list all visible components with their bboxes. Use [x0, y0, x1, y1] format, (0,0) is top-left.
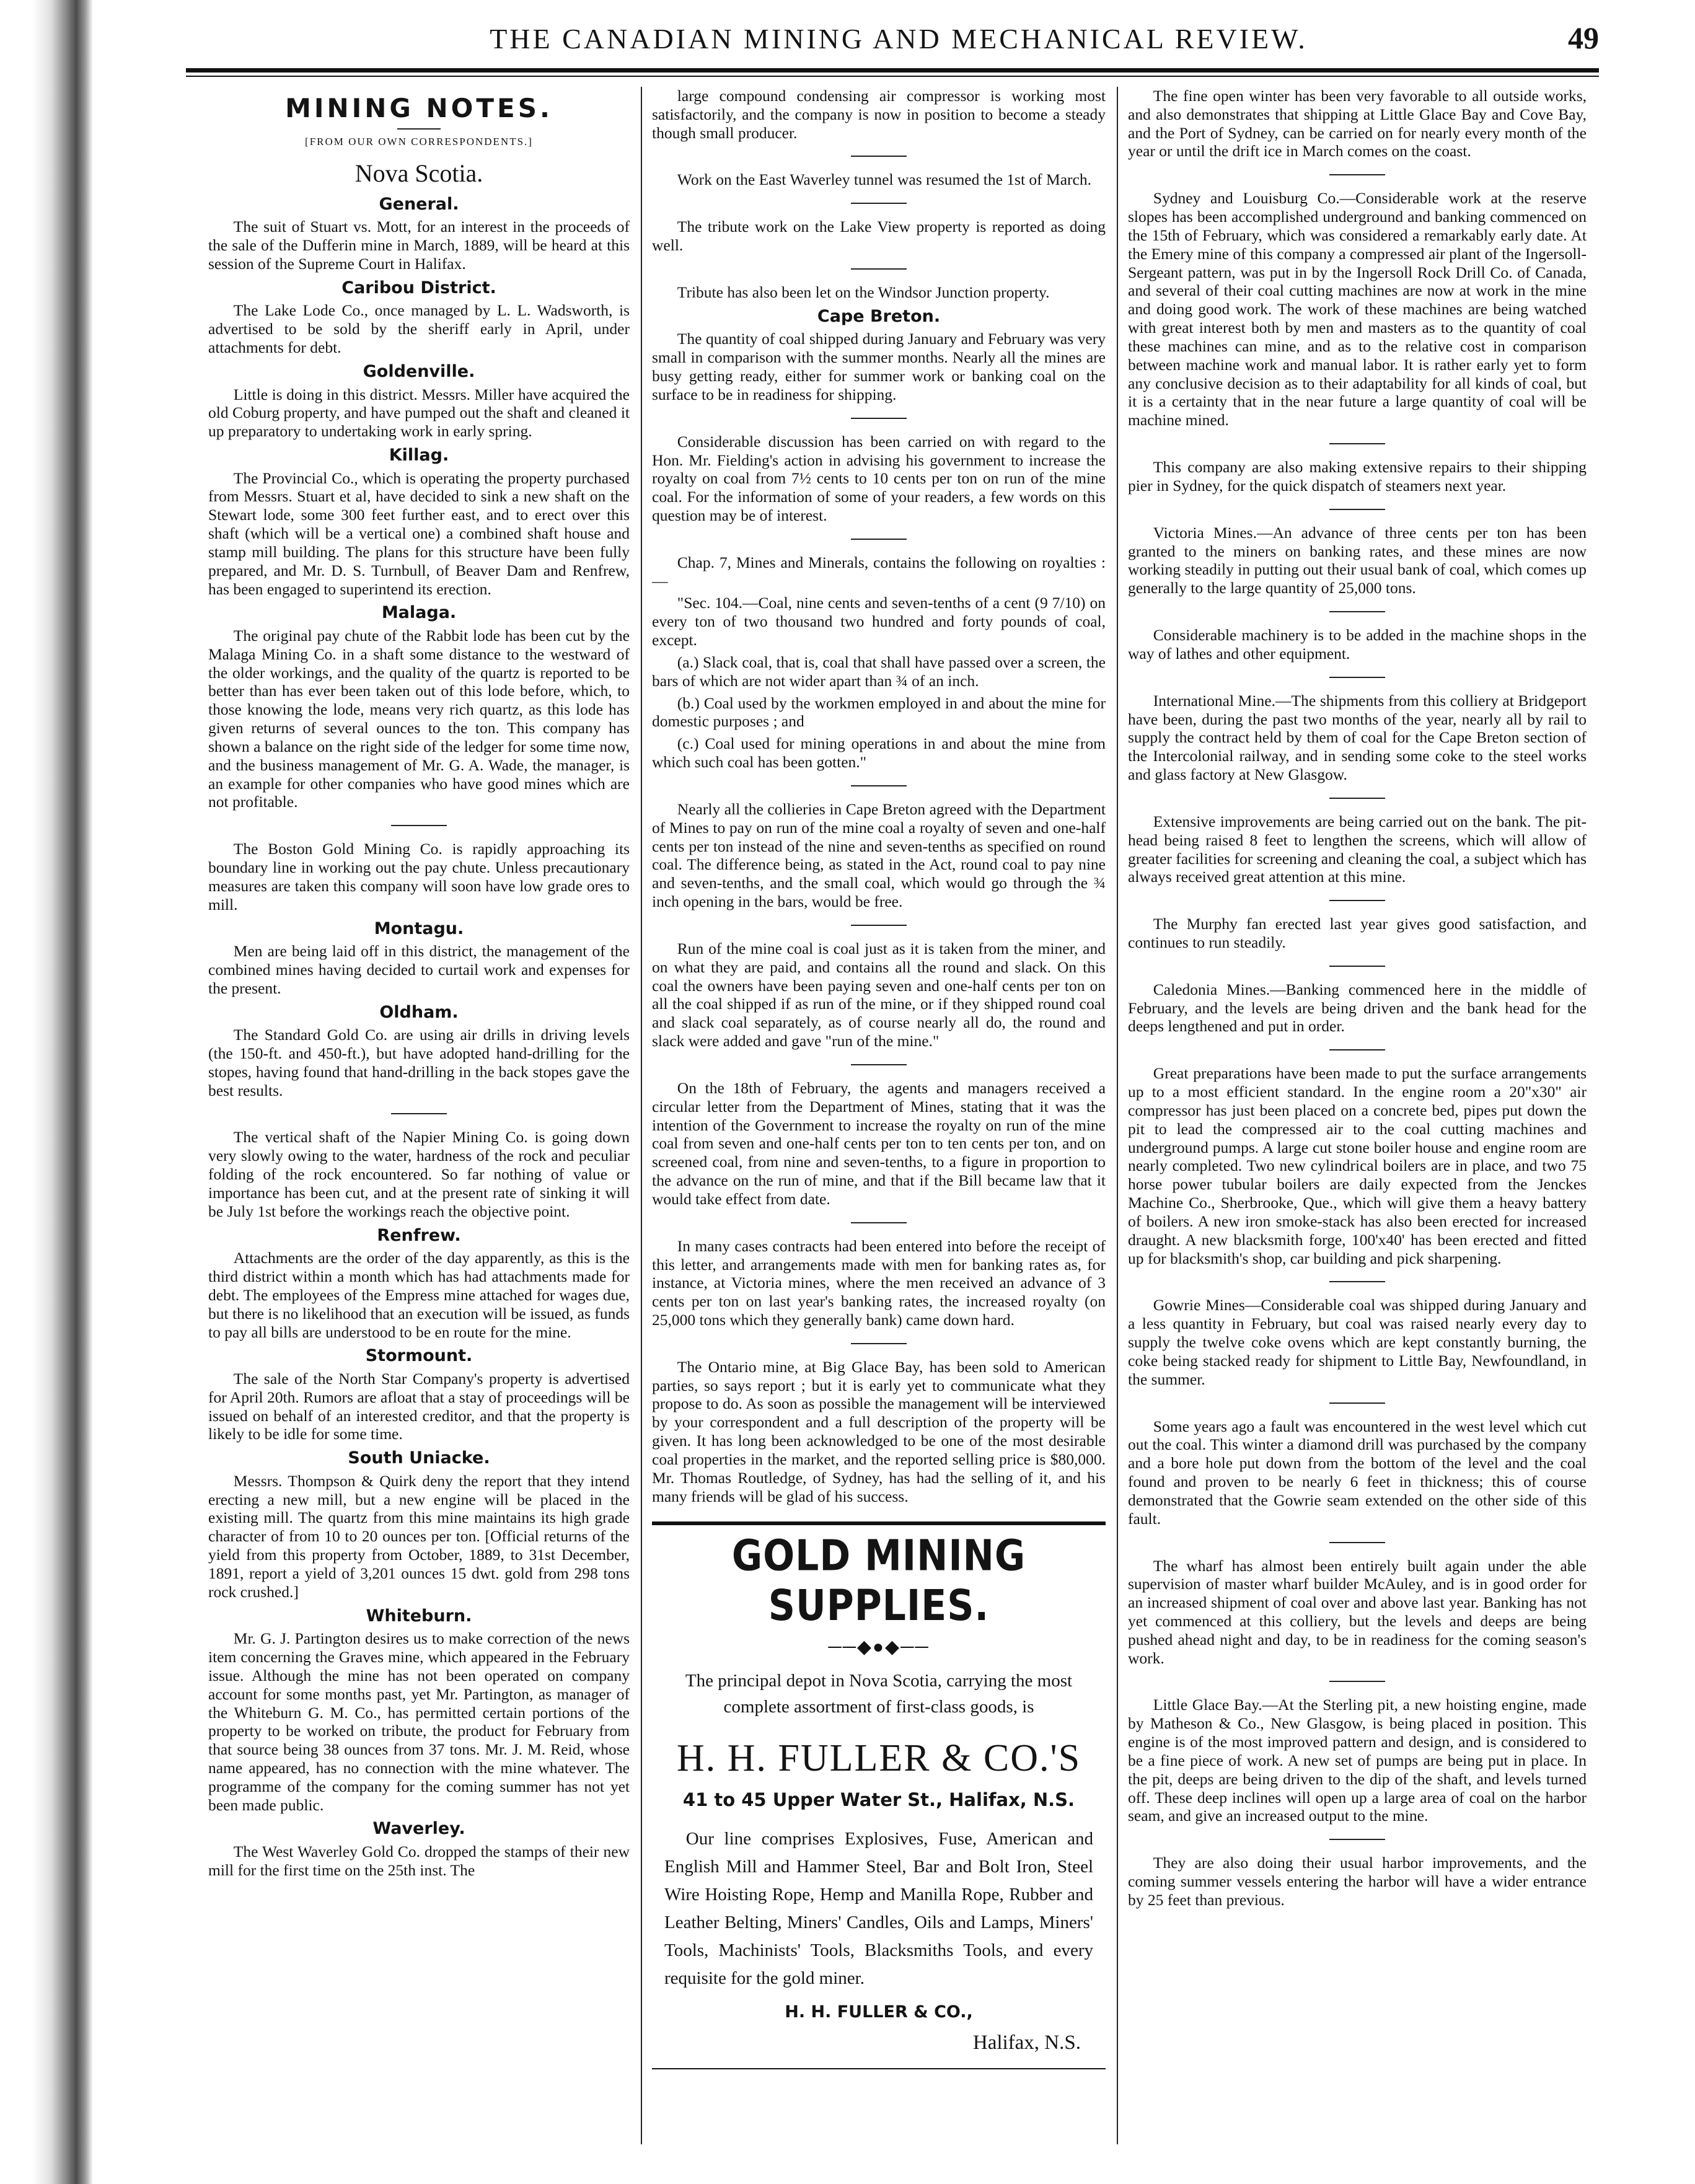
scan-binding-edge: [0, 0, 93, 2184]
paragraph: The fine open winter has been very favorable to all outside works, and also demonstrates that shipping at Little Glace Bay and Cove Bay, and the Port of Sydney, can be carried on for nearly every month of the year or until the drift ice in March comes on the coast.: [1128, 87, 1587, 161]
cape-breton-heading: Cape Breton.: [817, 306, 941, 326]
paragraph: Run of the mine coal is coal just as it is taken from the miner, and on what they are paid, and contains all the round and slack. On this coal the owners have been paying seven and one-half cents per ton on all the coal shipped if as run of the mine, or if they shipped round coal and slack coal separately, as of course nearly all do, the round and slack were added and gave "run of the mine.": [652, 939, 1106, 1050]
divider: [1329, 1839, 1385, 1840]
paragraph: Gowrie Mines—Considerable coal was shipped during January and a less quantity in February, but coal was raised nearly every day to supply the twelve coke ovens which are kept constantly burning, the coke being stacked ready for shipment to Little Bay, Newfoundland, in the summer.: [1128, 1296, 1587, 1388]
paragraph: Considerable machinery is to be added in the machine shops in the way of lathes and other equipment.: [1128, 626, 1587, 663]
divider: [851, 1222, 907, 1223]
page-number: 49: [1568, 20, 1599, 55]
paragraph: The Murphy fan erected last year gives good satisfaction, and continues to run steadily.: [1128, 915, 1587, 951]
paragraph: The sale of the North Star Company's property is advertised for April 20th. Rumors are afloat that a stay of proceedings will be issued on behalf of an interested creditor, and that the property is likely to be idle for some time.: [208, 1369, 630, 1443]
paragraph: The vertical shaft of the Napier Mining Co. is going down very slowly owing to the water, hardness of the rock and peculiar folding of the rock encountered. So far nothing of value or importance has been cut, and at the present rate of sinking it will be July 1st before the workings reach the objective point.: [208, 1128, 630, 1220]
divider: [1329, 611, 1385, 612]
paragraph: The suit of Stuart vs. Mott, for an interest in the proceeds of the sale of the Dufferin mine in March, 1889, will be heard at this session of the Supreme Court in Halifax.: [208, 218, 630, 273]
paragraph: The Provincial Co., which is operating the property purchased from Messrs. Stuart et al, have decided to sink a new shaft on the Stewart lode, some 300 feet further east, and to erect over this shaft (which will be a vertical one) a combined shaft house and stamp mill building. The plans for this structure have been fully prepared, and Mr. D. S. Turnbull, of Beaver Dam and Renfrew, has been engaged to superintend its erection.: [208, 469, 630, 598]
divider: [851, 268, 907, 270]
paragraph: Tribute has also been let on the Windsor Junction property.: [677, 283, 1050, 301]
section-source: [FROM OUR OWN CORRESPONDENTS.]: [305, 136, 533, 148]
paragraph: large compound condensing air compressor is working most satisfactorily, and the company is now in position to become a steady though small producer.: [652, 87, 1106, 142]
paragraph: In many cases contracts had been entered into before the receipt of this letter, and arrangements made with men for banking rates as, for instance, at Victoria mines, where the men received an advance of 3 cents per ton on last year's banking rates, the increased royalty (on 25,000 tons which they generally bank) came down hard.: [652, 1236, 1106, 1329]
district-heading: Montagu.: [374, 918, 464, 938]
paragraph: The Lake Lode Co., once managed by L. L. Wadsworth, is advertised to be sold by the sheriff early in April, under attachments for debt.: [208, 301, 630, 357]
paragraph: Little Glace Bay.—At the Sterling pit, a new hoisting engine, made by Matheson & Co., New Glasgow, is being placed in position. This engine is of the most improved pattern and design, and is considered to be a fine piece of work. A new set of pumps are being put in place. In the pit, deeps are being driven to the dip of the shaft, and levels turned off. These deep inclines will open up a large area of coal on the harbor seam, and give an increased output to the mine.: [1128, 1696, 1587, 1825]
divider: [1329, 798, 1385, 799]
paragraph: (c.) Coal used for mining operations in and about the mine from which such coal has been gotten.": [652, 734, 1106, 772]
ad-title: GOLD MINING SUPPLIES.: [731, 1531, 1026, 1632]
ad-company: H. H. FULLER & CO.'S: [676, 1737, 1081, 1779]
paragraph: Great preparations have been made to put the surface arrangements up to a most efficient standard. In the engine room a 20"x30" air compressor has just been placed on a concrete bed, pipes put down the pit to lead the compressed air to the coal cutting machines and underground pumps. A large cut stone boiler house and engine room are nearly completed. Two new cylindrical boilers are in place, and two 75 horse power tubular boilers are daily expected from the Jenckes Machine Co., Sherbrooke, Que., which will give them a heavy battery of boilers. A new iron smoke-stack has also been erected for increased draught. A new blacksmith forge, 100'x40' has been erected and fitted up for blacksmith's shop, car building and pick sharpening.: [1128, 1064, 1587, 1267]
paragraph: Little is doing in this district. Messrs. Miller have acquired the old Coburg property, and have pumped out the shaft and cleaned it up preparatory to undertaking work in early spring.: [208, 385, 630, 441]
paragraph: This company are also making extensive repairs to their shipping pier in Sydney, for the quick dispatch of steamers next year.: [1128, 458, 1587, 495]
divider: [397, 128, 441, 130]
district-heading: Renfrew.: [377, 1225, 461, 1245]
header-rule-thin: [186, 76, 1599, 77]
ad-city: Halifax, N.S.: [972, 2031, 1081, 2054]
divider: [851, 203, 907, 204]
paragraph: (a.) Slack coal, that is, coal that shall have passed over a screen, the bars of which are not wider apart than ¾ of an inch.: [652, 653, 1106, 690]
divider: [1329, 677, 1385, 678]
paragraph: Sydney and Louisburg Co.—Considerable work at the reserve slopes has been accomplished underground and banking commenced on the 15th of February, which was considered a remarkably early date. At the Emery mine of this company a compressed air plant of the Ingersoll-Sergeant pattern, was put in by the Ingersoll Rock Drill Co. of Canada, and several of their coal cutting machines are now at work in the mine and doing good work. The work of these machines are being watched with great interest both by men and masters as to the quantity of coal these machines can mine, and as to the relative cost in comparison between machine work and manual labor. It is rather early yet to form any conclusive decision as to their adaptability for all kinds of coal, but it is a certainty that in the near future a large quantity of coal will be machine mined.: [1128, 189, 1587, 429]
divider: [391, 1113, 447, 1114]
paragraph: Men are being laid off in this district, the management of the combined mines having decided to curtail work and expenses for the present.: [208, 942, 630, 997]
paragraph: The quantity of coal shipped during January and February was very small in comparison with the summer months. Nearly all the mines are busy getting ready, either for summer work or banking coal on the surface to be in readiness for shipping.: [652, 330, 1106, 403]
divider: [1329, 1281, 1385, 1282]
paragraph: Mr. G. J. Partington desires us to make correction of the news item concerning the Graves mine, which appeared in the February issue. Although the mine has not been operated on company account for some months past, yet Mr. Partington, as manager of the Whiteburn G. M. Co., has permitted certain portions of the property to be worked on tribute, the product for February from that source being 38 ounces from 37 tons. Mr. J. M. Reid, whose name appeared, has no connection with the mine whatever. The programme of the company for the coming summer has not yet been made public.: [208, 1629, 630, 1814]
district-heading: Caribou District.: [341, 278, 496, 297]
ad-address: 41 to 45 Upper Water St., Halifax, N.S.: [682, 1789, 1075, 1810]
paragraph: The original pay chute of the Rabbit lode has been cut by the Malaga Mining Co. in a shaft some distance to the westward of the older workings, and the quality of the quartz is reported to be better than has ever been taken out of this lode before, which, to those knowing the lode, means very rich quartz, as this lode has given returns of several ounces to the ton. This company has shown a balance on the right side of the ledger for some time now, and the business management of Mr. G. A. Wade, the manager, is an example for other companies who have good mines which are not profitable.: [208, 626, 630, 811]
paragraph: Attachments are the order of the day apparently, as this is the third district within a month which has had attachments made for debt. The employees of the Empress mine attached for wages due, but there is no likelihood that an execution will be issued, as funds to pay all bills are understood to be en route for the mine.: [208, 1249, 630, 1341]
paragraph: International Mine.—The shipments from this colliery at Bridgeport have been, during the past two months of the year, nearly all by rail to supply the contract held by them of coal for the Cape Breton section of the Intercolonial railway, and in sending some coke to the steel works and glass factory at New Glasgow.: [1128, 691, 1587, 784]
divider: [391, 825, 447, 826]
paragraph: Chap. 7, Mines and Minerals, contains the following on royalties :—: [652, 553, 1106, 590]
divider: [1329, 900, 1385, 901]
paragraph: On the 18th of February, the agents and managers received a circular letter from the Department of Mines, stating that it was the intention of the Government to increase the royalty on run of the mine coal from seven and one-half cents per ton to ten cents per ton, and on screened coal, from nine and seven-tenths, to a figure in proportion to the advance on the run of mine, and that if the Bill became law that it would take effect from date.: [652, 1078, 1106, 1208]
district-heading: Waverley.: [372, 1819, 465, 1839]
district-sections: [208, 195, 630, 1880]
running-title: THE CANADIAN MINING AND MECHANICAL REVIEW.: [490, 23, 1308, 55]
paragraph: Nearly all the collieries in Cape Breton agreed with the Department of Mines to pay on run of the mine coal a royalty of seven and one-half cents per ton instead of the nine and seven-tenths as specified on round coal. The difference being, as stated in the Act, round coal to pay nine and seven-tenths, and the small coal, which would go through the ¾ inch opening in the bars, would be free.: [652, 799, 1106, 911]
ad-signature: H. H. FULLER & CO.,: [785, 2002, 973, 2022]
paragraph: Extensive improvements are being carried out on the bank. The pit-head being raised 8 feet to lengthen the screens, which will allow of greater facilities for screening and cleaning the coal, a subject which has always received great attention at this mine.: [1128, 812, 1587, 886]
paragraph: Victoria Mines.—An advance of three cents per ton has been granted to the miners on banking rates, and these mines are now working steadily in putting out their usual bank of coal, which comes up generally to the large quantity of 25,000 tons.: [1128, 523, 1587, 597]
district-heading: South Uniacke.: [348, 1448, 490, 1468]
district-heading: Stormount.: [365, 1346, 473, 1366]
paragraph: The Standard Gold Co. are using air drills in driving levels (the 150-ft. and 450-ft.), but have adopted hand-drilling for the stopes, having found that hand-drilling in the back stopes gave the best results.: [208, 1026, 630, 1099]
column-cape-breton-notes: [1117, 87, 1598, 2151]
divider: [851, 156, 907, 157]
page-header: [198, 22, 1599, 59]
paragraph: Caledonia Mines.—Banking commenced here in the middle of February, and the levels are being driven and the bank head for the deeps lengthened and put in order.: [1128, 980, 1587, 1036]
paragraph: The wharf has almost been entirely built again under the able supervision of master wharf builder McAuley, and is in good order for an increased shipment of coal over and above last year. Banking has not yet commenced at this colliery, but the levels and deeps are being pushed ahead night and day, to be in readiness for the coming season's work.: [1128, 1556, 1587, 1667]
paragraph: They are also doing their usual harbor improvements, and the coming summer vessels entering the harbor will have a wider entrance by 25 feet than previous.: [1128, 1854, 1587, 1909]
district-heading: Goldenville.: [363, 361, 475, 381]
ad-body: Our line comprises Explosives, Fuse, American and English Mill and Hammer Steel, Bar and Bolt Iron, Steel Wire Hoisting Rope, Hemp and Manilla Rope, Rubber and Leather Belting, Miners' Candles, Oils and Lamps, Miners' Tools, Machinists' Tools, Blacksmiths Tools, and every requisite for the gold miner.: [664, 1829, 1093, 1989]
paragraph: Some years ago a fault was encountered in the west level which cut out the coal. This winter a diamond drill was purchased by the company and a bore hole put down from the bottom of the level and the coal found and proven to be nearly 6 feet in thickness; this of course demonstrated that the Gowrie seam extended on the other side of this fault.: [1128, 1417, 1587, 1528]
paragraph: The Ontario mine, at Big Glace Bay, has been sold to American parties, so says report ; but it is early yet to communicate what they propose to do. As soon as possible the management will be interviewed by your correspondent and a full description of the property will be given. It has long been acknowledged to be one of the most desirable coal properties in the market, and the reported selling price is $80,000. Mr. Thomas Routledge, of Sydney, has had the selling of it, and his many friends will be glad of his success.: [652, 1357, 1106, 1505]
divider: [1329, 1681, 1385, 1682]
colliery-notes: [1117, 87, 1598, 2151]
paragraph: "Sec. 104.—Coal, nine cents and seven-tenths of a cent (9 7/10) on every ton of two thousand two hundred and forty pounds of coal, except.: [652, 594, 1106, 649]
district-heading: Whiteburn.: [366, 1606, 472, 1626]
paragraph: Considerable discussion has been carried on with regard to the Hon. Mr. Fielding's action in advising his government to increase the royalty on coal from 7½ cents to 10 cents per ton on run of the mine coal. For the information of some of your readers, a few words on this question may be of interest.: [652, 432, 1106, 524]
district-heading: Malaga.: [381, 603, 457, 623]
paragraph: The tribute work on the Lake View property is reported as doing well.: [652, 218, 1106, 255]
divider: [1329, 1542, 1385, 1543]
ad-border: [652, 2068, 1106, 2069]
divider: [851, 1343, 907, 1344]
paragraph: (b.) Coal used by the workmen employed in and about the mine for domestic purposes ; and: [652, 694, 1106, 731]
advertisement: [652, 1521, 1106, 2069]
divider: [851, 925, 907, 926]
district-heading: Oldham.: [379, 1002, 459, 1022]
divider: [1329, 443, 1385, 444]
divider: [1329, 174, 1385, 175]
divider: [1329, 509, 1385, 510]
divider: [1329, 966, 1385, 967]
divider: [1329, 1402, 1385, 1404]
column-mining-notes: [197, 87, 641, 2151]
ad-intro: The principal depot in Nova Scotia, carrying the most complete assortment of first-class goods, is: [685, 1670, 1073, 1717]
divider: [851, 785, 907, 786]
divider: [851, 539, 907, 540]
divider: [851, 418, 907, 419]
paragraph: The West Waverley Gold Co. dropped the stamps of their new mill for the first time on the 25th inst. The: [208, 1843, 630, 1879]
ornament-icon: ──◆●◆──: [828, 1636, 930, 1657]
divider: [851, 1064, 907, 1065]
paragraph: The Boston Gold Mining Co. is rapidly approaching its boundary line in working out the pay chute. Unless precautionary measures are taken this company will soon have low grade ores to mill.: [208, 840, 630, 914]
waverley-continued: [652, 87, 1106, 302]
column-middle: [641, 87, 1117, 2151]
header-rule: [186, 68, 1599, 73]
region-heading: Nova Scotia.: [354, 159, 483, 187]
section-title: MINING NOTES.: [285, 93, 553, 123]
cape-breton-notes: [652, 330, 1106, 1505]
divider: [1329, 1049, 1385, 1050]
paragraph: Messrs. Thompson & Quirk deny the report that they intend erecting a new mill, but a new engine will be placed in the existing mill. The quartz from this mine maintains its high grade character of from 10 to 20 ounces per ton. [Official returns of the yield from this property from October, 1889, to 31st December, 1891, report a yield of 3,201 ounces 15 dwt. gold from 298 tons rock crushed.]: [208, 1471, 630, 1601]
paragraph: Work on the East Waverley tunnel was resumed the 1st of March.: [677, 170, 1091, 189]
district-heading: General.: [379, 194, 459, 214]
district-heading: Killag.: [389, 445, 449, 465]
